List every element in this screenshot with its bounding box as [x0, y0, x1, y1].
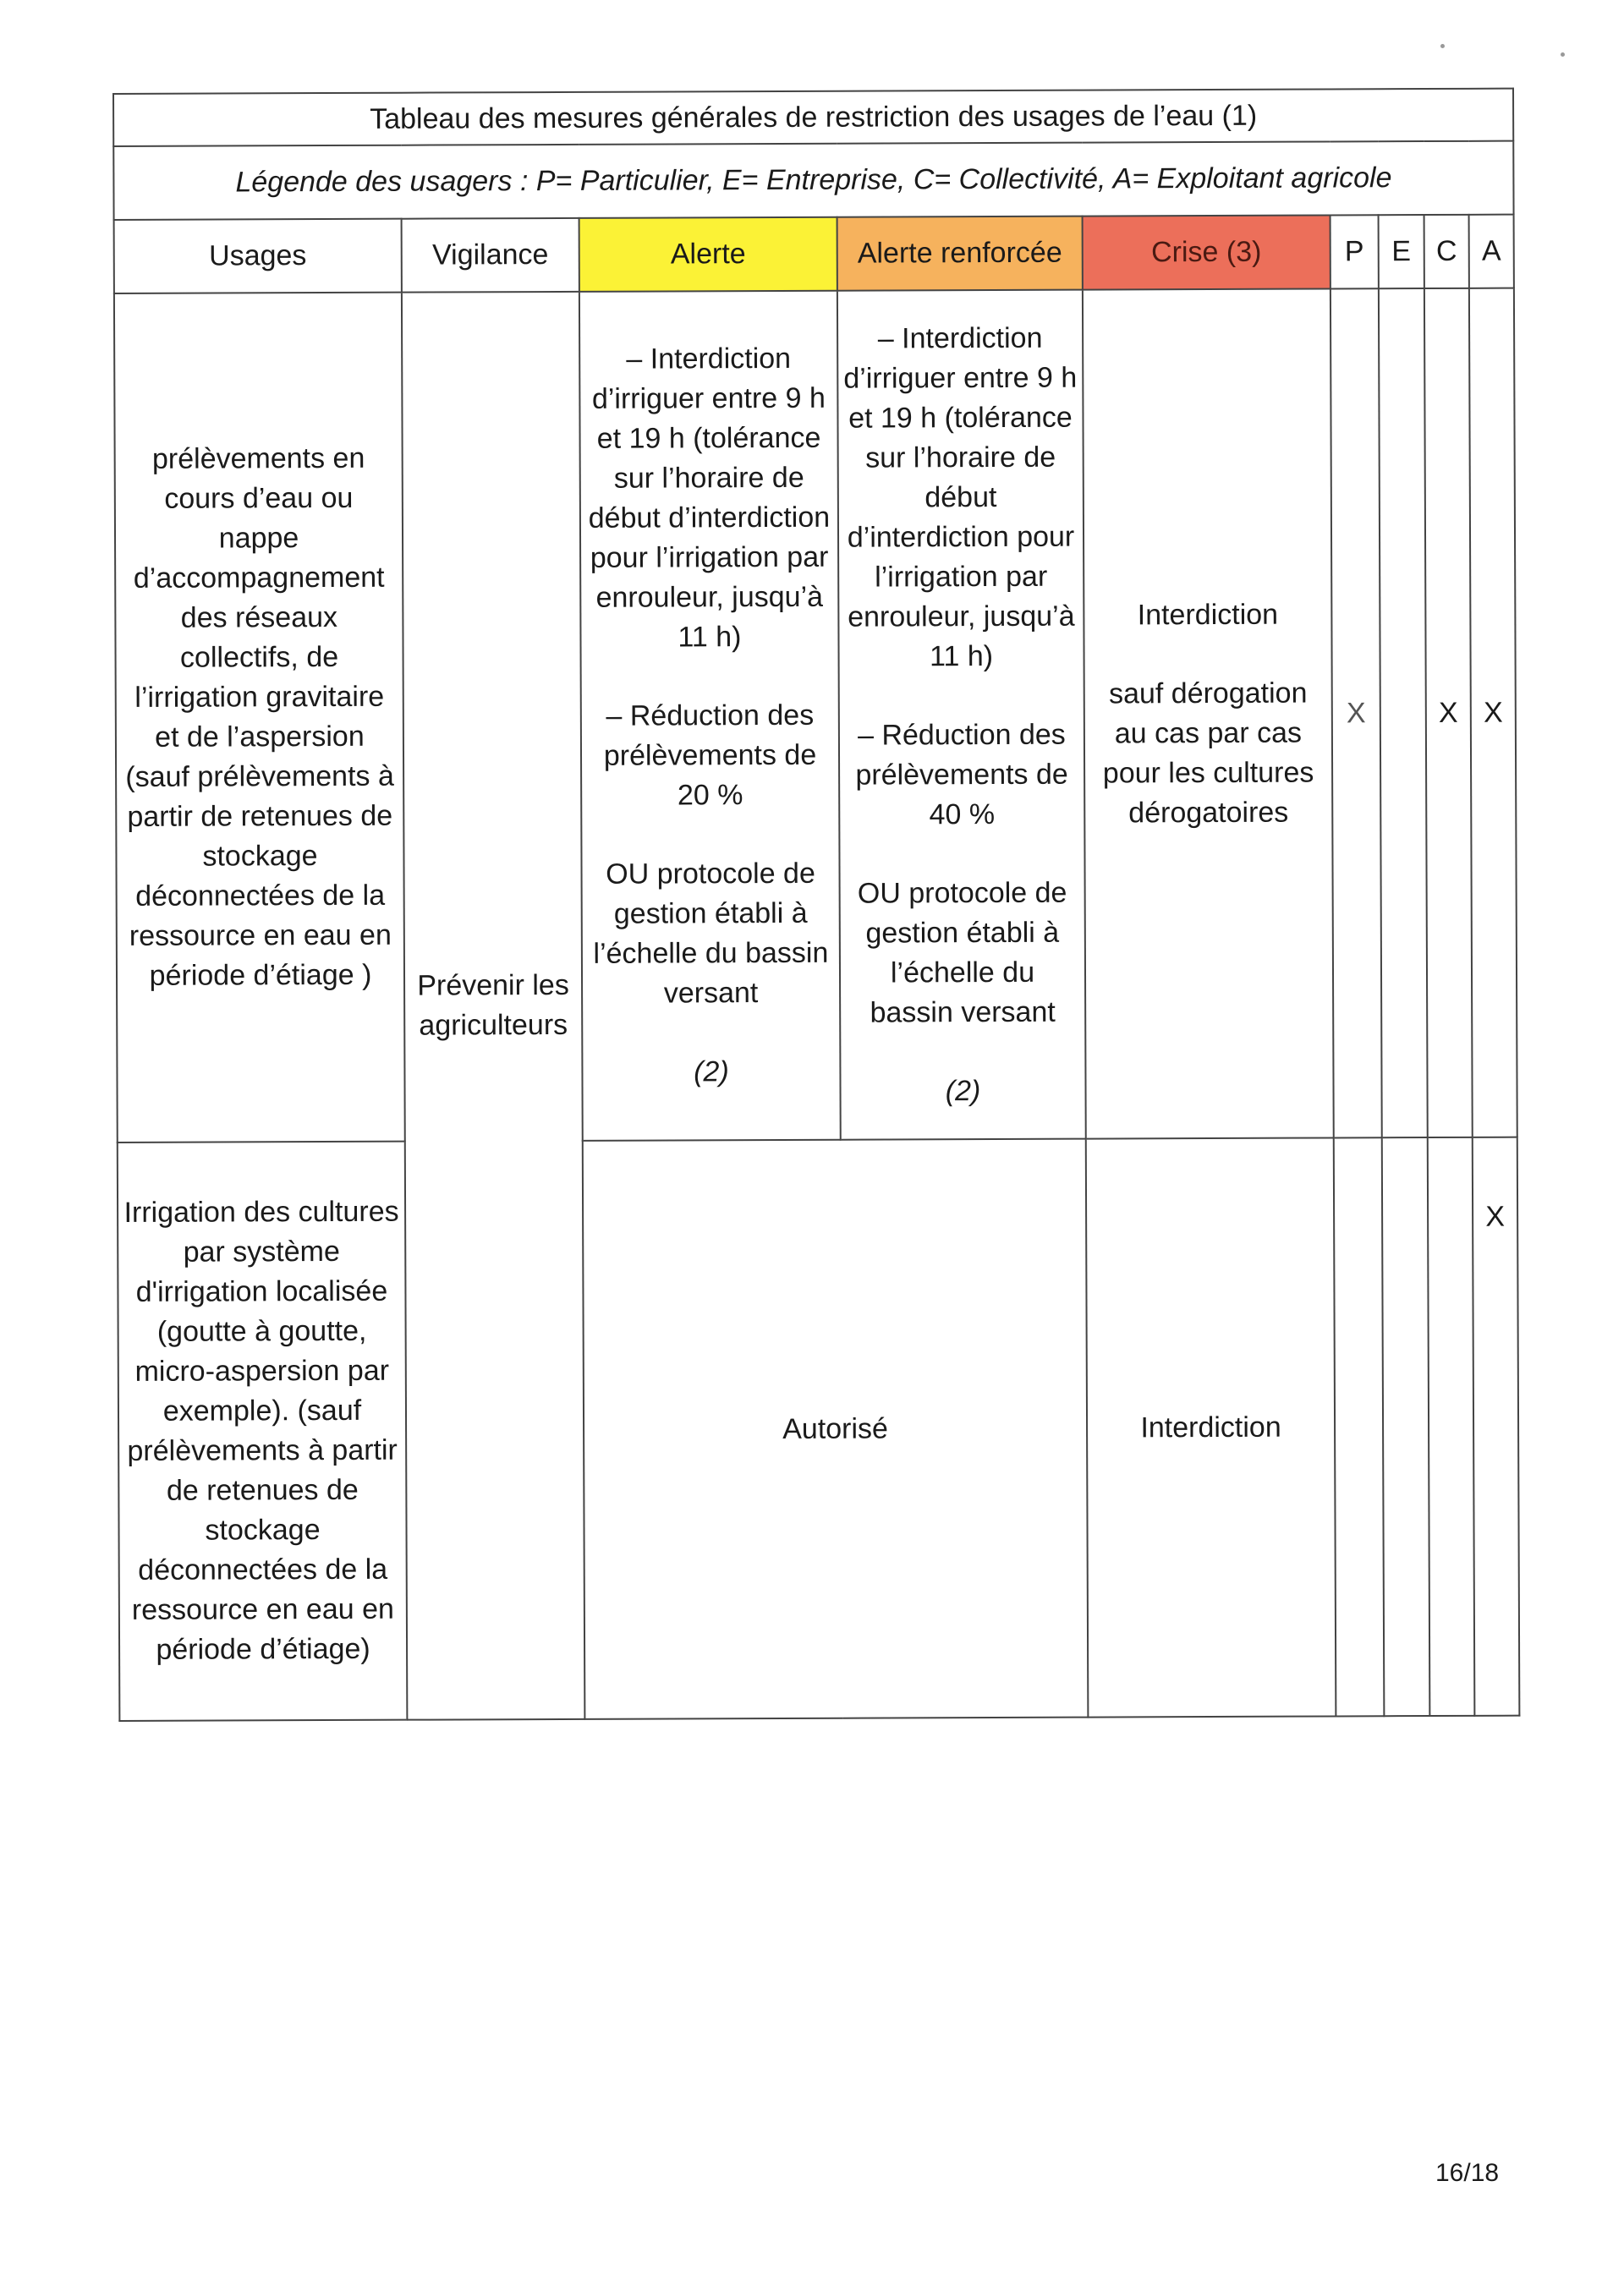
header-a: A [1469, 215, 1514, 288]
header-p: P [1330, 215, 1379, 288]
alerte-cell [579, 291, 841, 1141]
mark-a: X [1473, 1137, 1520, 1716]
mark-e [1382, 1137, 1430, 1716]
header-vigilance: Vigilance [402, 218, 579, 293]
alerte-reduction: – Réduction des prélèvements de 20 % [603, 699, 817, 812]
crise-cell: Interdiction [1086, 1137, 1336, 1717]
mark-c [1428, 1137, 1475, 1716]
mark-e [1379, 288, 1428, 1137]
crise-cell [1083, 288, 1334, 1138]
mark-a: X [1469, 288, 1517, 1137]
header-alerte-renforcee: Alerte renforcée [837, 216, 1083, 291]
usage-cell: prélèvements en cours d’eau ou nappe d’accompagnement des réseaux collectifs, de l’irrigation gravitaire et de l’aspersion (sauf prélèvements à partir de retenues de stockage déconnectées de la ressource en eau en période d’étiage ) [114, 293, 405, 1143]
alerte-merged-cell: Autorisé [583, 1139, 1089, 1719]
table-title: Tableau des mesures générales de restriction des usages de l’eau (1) [113, 89, 1513, 146]
renforcee-cell [837, 290, 1086, 1140]
usage-cell: Irrigation des cultures par système d'irrigation localisée (goutte à goutte, micro-aspersion par exemple). (sauf prélèvements à partir de retenues de stockage déconnectées de la ressource en eau en période d’étiage) [118, 1142, 408, 1721]
vigilance-cell [402, 292, 584, 1720]
header-crise: Crise (3) [1083, 215, 1330, 289]
renforcee-interdiction: – Interdiction d’irriguer entre 9 h et 19 h (tolérance sur l’horaire de début d’interdiction pour l’irrigation par enrouleur, jusqu’à 11 h) [843, 321, 1078, 672]
header-usages: Usages [114, 219, 402, 293]
mark-c: X [1424, 288, 1473, 1137]
mark-p: X [1330, 288, 1382, 1137]
renforcee-protocole: OU protocole de gestion établi à l’échelle du bassin versant [857, 876, 1067, 1029]
alerte-interdiction: – Interdiction d’irriguer entre 9 h et 19 h (tolérance sur l’horaire de début d’interdiction pour l’irrigation par enrouleur, jusqu’à 11 h) [588, 342, 831, 654]
crise-derogation: sauf dérogation au cas par cas pour les cultures dérogatoires [1102, 677, 1314, 829]
table-row [118, 1137, 1520, 1721]
table-row [114, 288, 1517, 1143]
crise-interdiction: Interdiction [1137, 598, 1279, 631]
vigilance-text: Prévenir les agriculteurs [417, 968, 569, 1042]
scan-speck [1440, 44, 1445, 48]
header-e: E [1379, 215, 1424, 288]
mark-p [1334, 1137, 1385, 1716]
restriction-table [112, 88, 1520, 1722]
alerte-note: (2) [694, 1055, 729, 1088]
page-number: 16/18 [1435, 2159, 1500, 2187]
table-legend: Légende des usagers : P= Particulier, E= Entreprise, C= Collectivité, A= Exploitant agricole [113, 141, 1513, 220]
header-alerte: Alerte [579, 217, 837, 292]
alerte-protocole: OU protocole de gestion établi à l’échelle du bassin versant [593, 857, 829, 1010]
scan-speck [1561, 52, 1565, 57]
renforcee-note: (2) [945, 1074, 981, 1107]
header-c: C [1424, 215, 1469, 288]
renforcee-reduction: – Réduction des prélèvements de 40 % [855, 718, 1068, 830]
